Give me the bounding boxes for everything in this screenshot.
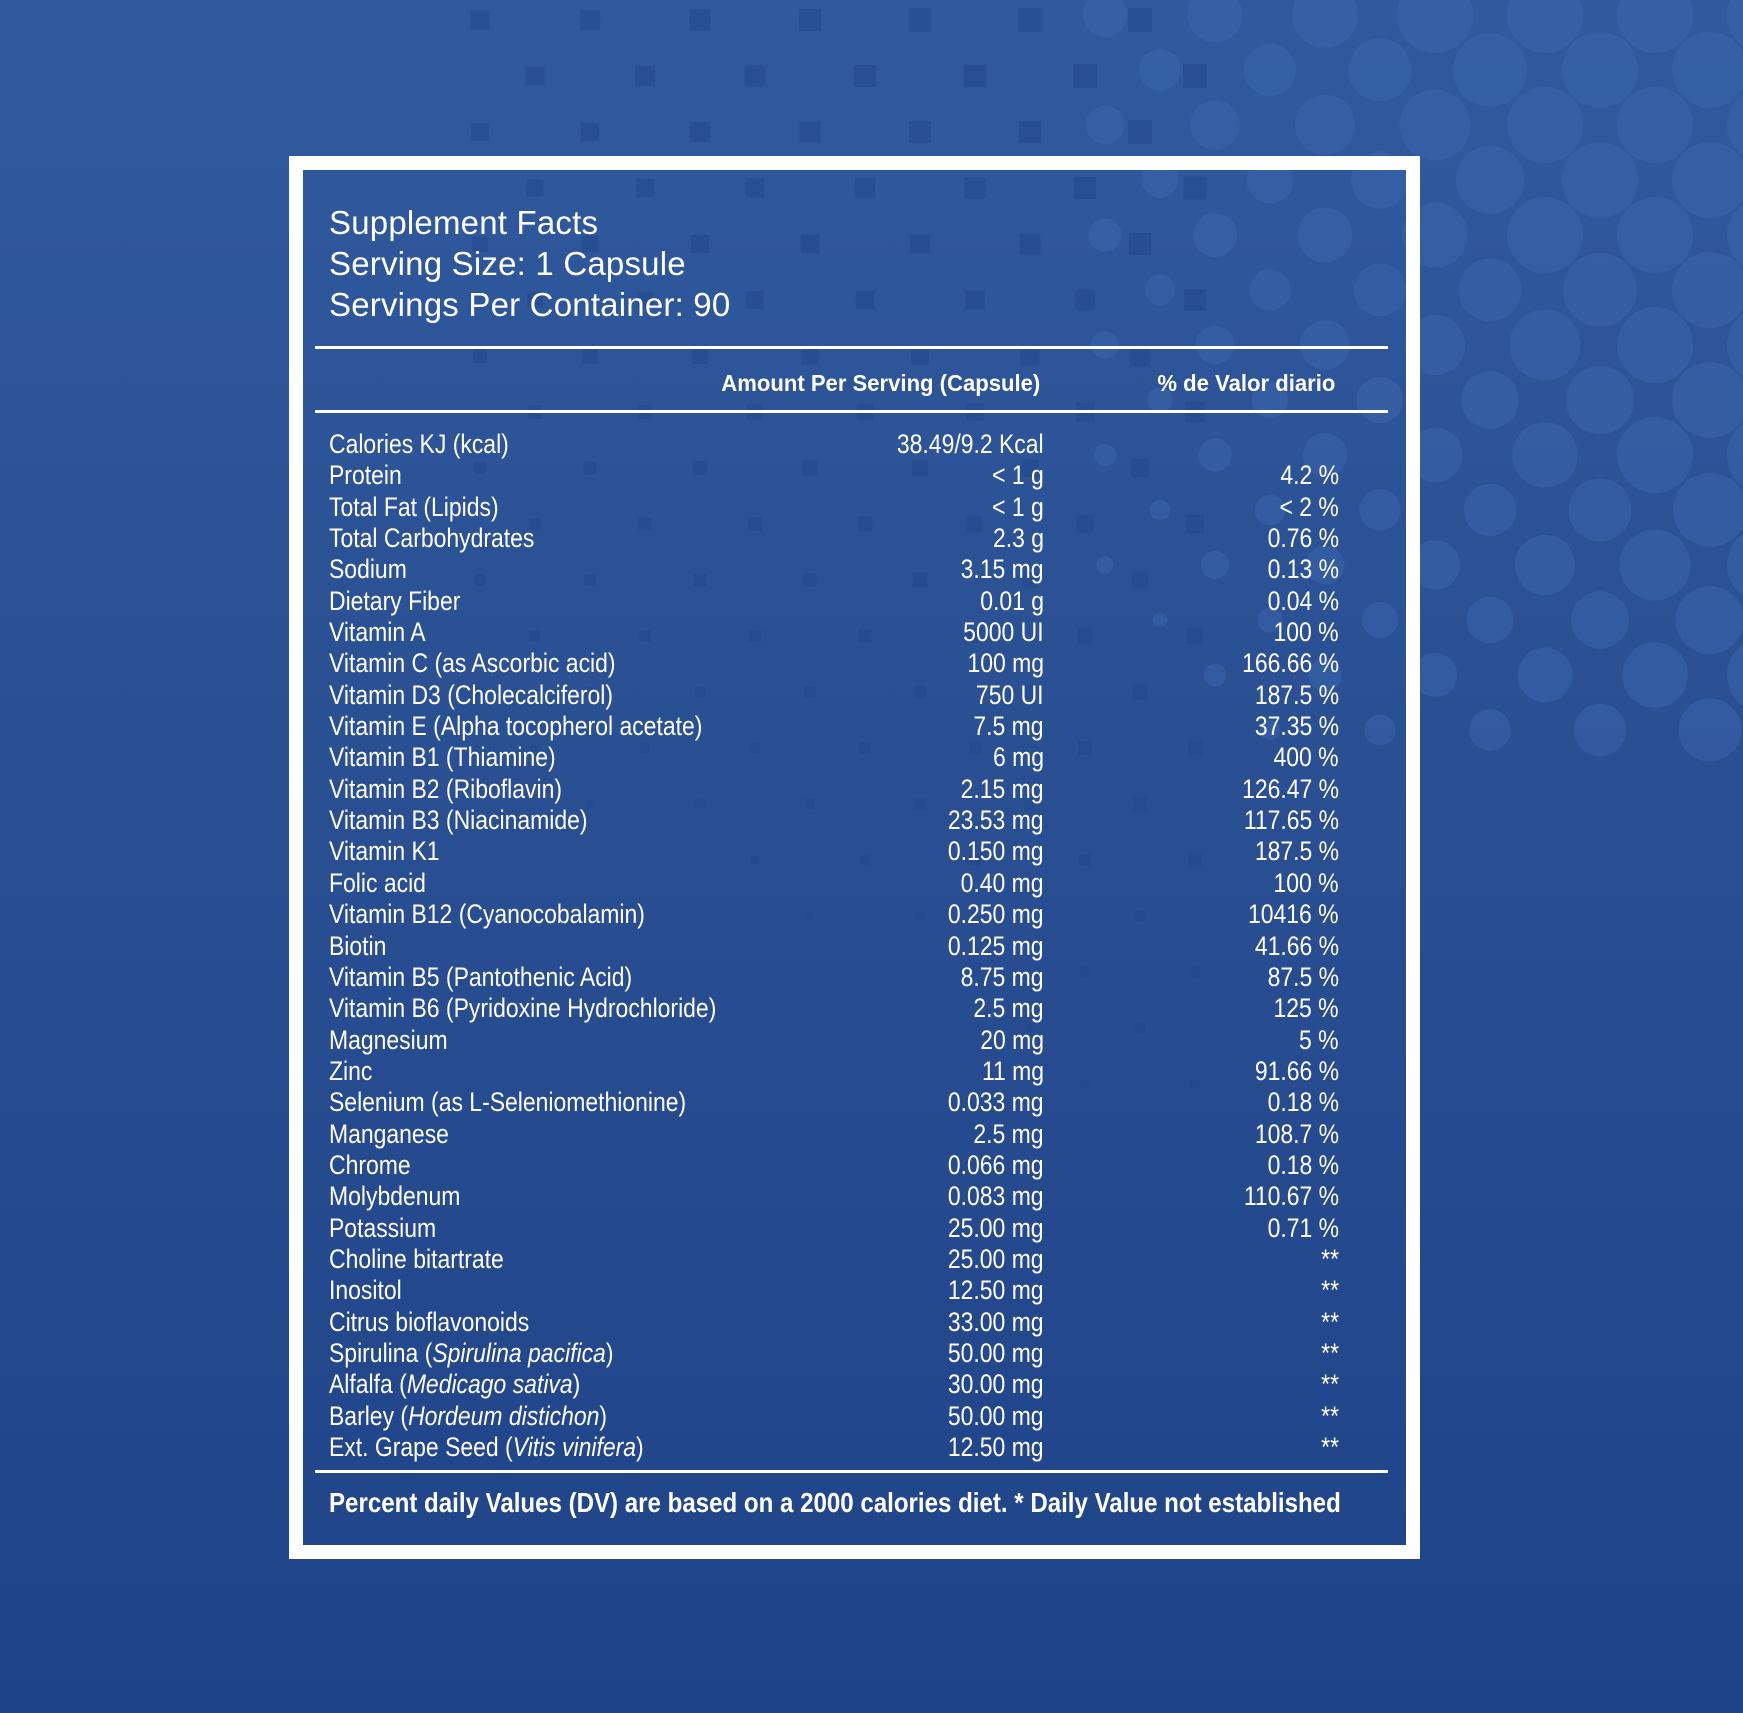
nutrient-name: Selenium (as L-Seleniomethionine) (329, 1087, 687, 1118)
nutrient-daily-value: 187.5 % (1254, 679, 1339, 710)
nutrient-amount: 0.033 mg (948, 1087, 1044, 1118)
nutrient-name: Dietary Fiber (329, 585, 461, 616)
pattern-dot (1507, 87, 1583, 163)
nutrient-name: Vitamin A (329, 617, 426, 648)
nutrient-daily-value: 117.65 % (1243, 805, 1339, 836)
pattern-dot (1139, 49, 1180, 90)
nutrient-amount: 20 mg (980, 1024, 1044, 1055)
nutrient-amount: 50.00 mg (948, 1400, 1044, 1431)
nutrient-name: Potassium (329, 1212, 437, 1243)
table-row (329, 805, 1363, 836)
table-row (329, 1369, 1363, 1400)
nutrient-amount: 0.066 mg (948, 1149, 1044, 1180)
latin-name: Vitis vinifera (512, 1432, 636, 1462)
nutrient-amount: 0.125 mg (948, 930, 1044, 961)
nutrient-amount: 50.00 mg (948, 1337, 1044, 1368)
pattern-dot (1672, 32, 1743, 108)
nutrient-name: Alfalfa (Medicago sativa) (329, 1369, 581, 1400)
pattern-dot (1400, 90, 1471, 161)
pattern-dot (1086, 106, 1125, 145)
nutrient-daily-value: ** (1321, 1337, 1339, 1368)
nutrient-amount: 750 UI (976, 679, 1044, 710)
table-row (329, 868, 1363, 899)
pattern-dot (1190, 100, 1239, 149)
table-row (329, 993, 1363, 1024)
column-header-divider (315, 410, 1388, 413)
pattern-square (964, 65, 987, 88)
nutrient-daily-value: 37.35 % (1254, 711, 1339, 742)
nutrient-amount: 30.00 mg (948, 1369, 1044, 1400)
pattern-dot (1569, 479, 1632, 542)
nutrient-name: Manganese (329, 1118, 449, 1149)
latin-name: Medicago sativa (406, 1369, 573, 1400)
nutrient-amount: 8.75 mg (961, 961, 1044, 992)
nutrient-daily-value: ** (1321, 1369, 1339, 1400)
nutrient-daily-value: ** (1321, 1243, 1339, 1274)
nutrient-amount: 0.150 mg (948, 836, 1044, 867)
table-row (329, 711, 1363, 742)
daily-value-column-header: % de Valor diario (1157, 370, 1335, 396)
nutrient-name: Biotin (329, 930, 387, 961)
nutrient-amount: 25.00 mg (948, 1212, 1044, 1243)
nutrient-amount: 12.50 mg (948, 1275, 1044, 1306)
table-row (329, 1213, 1363, 1244)
pattern-square (745, 66, 766, 87)
pattern-square (1128, 8, 1152, 32)
nutrient-amount: 33.00 mg (948, 1306, 1044, 1337)
nutrient-amount: < 1 g (992, 460, 1044, 491)
nutrient-daily-value: 0.04 % (1267, 585, 1339, 616)
pattern-square (799, 9, 821, 31)
pattern-square (1019, 121, 1042, 144)
nutrient-amount: < 1 g (992, 491, 1044, 522)
pattern-dot (1453, 33, 1527, 107)
pattern-square (1018, 8, 1042, 32)
pattern-square (800, 122, 821, 143)
nutrient-amount: 2.5 mg (973, 1118, 1044, 1149)
nutrient-daily-value: < 2 % (1279, 491, 1339, 522)
pattern-square (690, 122, 710, 142)
nutrient-name: Total Fat (Lipids) (329, 491, 499, 522)
nutrient-amount: 11 mg (981, 1055, 1044, 1086)
serving-size: Serving Size: 1 Capsule (329, 245, 686, 282)
pattern-dot (1469, 709, 1510, 750)
nutrient-name: Inositol (329, 1275, 402, 1306)
pattern-square (1183, 64, 1207, 88)
servings-per-container: Servings Per Container: 90 (329, 286, 731, 323)
nutrient-daily-value: ** (1321, 1400, 1339, 1431)
pattern-dot (1679, 699, 1742, 762)
facts-header (329, 202, 730, 325)
nutrient-amount: 5000 UI (963, 617, 1044, 648)
latin-name: Hordeum distichon (408, 1400, 600, 1431)
facts-title: Supplement Facts (329, 204, 599, 241)
nutrient-amount: 3.15 mg (961, 554, 1044, 585)
nutrient-name: Vitamin B3 (Niacinamide) (329, 805, 588, 836)
pattern-square (470, 10, 489, 29)
nutrient-name: Vitamin B2 (Riboflavin) (329, 773, 563, 804)
pattern-square (854, 65, 876, 87)
table-row (329, 836, 1363, 867)
table-row (329, 1119, 1363, 1150)
table-row (329, 1307, 1363, 1338)
nutrient-daily-value: ** (1321, 1306, 1339, 1337)
table-row (329, 1338, 1363, 1369)
table-row (329, 554, 1363, 585)
nutrient-name: Molybdenum (329, 1181, 461, 1212)
pattern-dot (1507, 197, 1583, 273)
header-divider (315, 346, 1388, 349)
pattern-dot (1292, 0, 1358, 48)
nutrient-daily-value: 0.18 % (1267, 1149, 1339, 1180)
table-row (329, 1056, 1363, 1087)
nutrient-daily-value: 5 % (1299, 1024, 1339, 1055)
nutrient-name: Folic acid (329, 867, 426, 898)
pattern-square (580, 10, 600, 30)
pattern-dot (1464, 484, 1516, 536)
pattern-dot (1083, 0, 1127, 37)
pattern-square (1128, 120, 1152, 144)
table-row (329, 1432, 1363, 1463)
nutrient-name: Magnesium (329, 1024, 448, 1055)
nutrient-daily-value: 91.66 % (1254, 1055, 1339, 1086)
nutrient-name: Vitamin B12 (Cyanocobalamin) (329, 899, 645, 930)
nutrient-daily-value: 166.66 % (1242, 648, 1339, 679)
pattern-dot (1397, 0, 1473, 53)
nutrient-amount: 0.250 mg (948, 899, 1044, 930)
nutrient-name: Protein (329, 460, 402, 491)
nutrient-name: Vitamin B5 (Pantothenic Acid) (329, 961, 633, 992)
table-row (329, 1401, 1363, 1432)
footnote: Percent daily Values (DV) are based on a 2000 calories diet. * Daily Value not established (329, 1487, 1341, 1518)
nutrient-name: Choline bitartrate (329, 1243, 504, 1274)
pattern-dot (1566, 366, 1634, 434)
nutrient-daily-value: 0.71 % (1267, 1212, 1339, 1243)
nutrient-daily-value: 400 % (1273, 742, 1339, 773)
latin-name: Spirulina pacifica (432, 1337, 606, 1368)
table-row (329, 962, 1363, 993)
nutrient-amount: 2.5 mg (973, 993, 1044, 1024)
nutrient-daily-value: 0.18 % (1267, 1087, 1339, 1118)
nutrient-daily-value: 187.5 % (1254, 836, 1339, 867)
pattern-dot (1562, 32, 1638, 108)
nutrient-amount: 38.49/9.2 Kcal (897, 429, 1044, 459)
nutrient-name: Citrus bioflavonoids (329, 1306, 530, 1337)
nutrient-amount: 2.15 mg (961, 773, 1044, 804)
table-row (329, 899, 1363, 930)
nutrient-amount: 23.53 mg (948, 805, 1044, 836)
nutrient-amount: 2.3 g (992, 523, 1044, 554)
table-row (329, 1025, 1363, 1056)
nutrient-daily-value: 100 % (1273, 617, 1339, 648)
table-row (329, 680, 1363, 711)
nutrient-name: Spirulina (Spirulina pacifica) (329, 1337, 614, 1368)
pattern-dot (1672, 142, 1743, 218)
nutrient-daily-value: 100 % (1273, 867, 1339, 898)
pattern-dot (1617, 307, 1693, 383)
nutrient-daily-value: 41.66 % (1254, 930, 1339, 961)
nutrient-daily-value: 110.67 % (1243, 1181, 1339, 1212)
pattern-dot (1563, 253, 1637, 327)
nutrient-name: Vitamin E (Alpha tocopherol acetate) (329, 711, 703, 742)
nutrient-daily-value: 108.7 % (1254, 1118, 1339, 1149)
pattern-dot (1512, 422, 1578, 488)
pattern-dot (1295, 95, 1355, 155)
nutrient-daily-value: ** (1321, 1275, 1339, 1306)
pattern-square (689, 9, 710, 30)
pattern-dot (1518, 648, 1573, 703)
nutrient-daily-value: 87.5 % (1267, 961, 1339, 992)
table-row (329, 429, 1363, 460)
nutrient-amount: 6 mg (992, 742, 1044, 773)
table-row (329, 1087, 1363, 1118)
pattern-dot (1515, 535, 1575, 595)
table-row (329, 523, 1363, 554)
supplement-facts-panel (289, 156, 1420, 1559)
pattern-dot (1571, 591, 1629, 649)
pattern-dot (1617, 417, 1693, 493)
table-row (329, 617, 1363, 648)
table-row (329, 492, 1363, 523)
nutrient-amount: 100 mg (967, 648, 1044, 679)
nutrient-daily-value: 0.13 % (1267, 554, 1339, 585)
pattern-dot (1622, 642, 1688, 708)
pattern-dot (1676, 586, 1743, 654)
nutrient-table (329, 429, 1363, 1463)
pattern-square (908, 8, 931, 31)
nutrient-daily-value: ** (1321, 1432, 1339, 1462)
nutrient-amount: 12.50 mg (948, 1432, 1044, 1462)
nutrient-amount: 7.5 mg (973, 711, 1044, 742)
pattern-dot (1188, 0, 1243, 42)
nutrient-name: Chrome (329, 1149, 411, 1180)
pattern-dot (1456, 146, 1524, 214)
pattern-dot (1673, 473, 1743, 547)
table-row (329, 460, 1363, 491)
pattern-dot (1349, 39, 1412, 102)
pattern-dot (1727, 637, 1743, 713)
pattern-square (1073, 64, 1097, 88)
table-row (329, 742, 1363, 773)
pattern-square (635, 66, 655, 86)
pattern-dot (1619, 529, 1690, 600)
nutrient-name: Vitamin D3 (Cholecalciferol) (329, 679, 614, 710)
pattern-square (909, 121, 931, 143)
pattern-dot (1672, 252, 1743, 328)
table-row (329, 648, 1363, 679)
nutrient-daily-value: 10416 % (1248, 899, 1339, 930)
nutrient-amount: 0.40 mg (961, 867, 1044, 898)
nutrient-daily-value: 4.2 % (1280, 460, 1339, 491)
table-row (329, 774, 1363, 805)
pattern-square (581, 123, 599, 141)
pattern-dot (1617, 87, 1693, 163)
nutrient-amount: 0.083 mg (948, 1181, 1044, 1212)
nutrient-daily-value: 126.47 % (1242, 773, 1339, 804)
pattern-dot (1562, 142, 1638, 218)
footer-divider (315, 1470, 1388, 1473)
table-row (329, 1275, 1363, 1306)
nutrient-name: Calories KJ (kcal) (329, 429, 509, 459)
pattern-dot (1244, 44, 1296, 96)
pattern-dot (1510, 310, 1581, 381)
nutrient-name: Vitamin B6 (Pyridoxine Hydrochloride) (329, 993, 717, 1024)
table-row (329, 586, 1363, 617)
pattern-dot (1467, 597, 1514, 644)
table-row (329, 931, 1363, 962)
nutrient-name: Barley (Hordeum distichon) (329, 1400, 608, 1431)
nutrient-daily-value: 125 % (1273, 993, 1339, 1024)
nutrient-name: Vitamin B1 (Thiamine) (329, 742, 556, 773)
nutrient-daily-value: 0.76 % (1267, 523, 1339, 554)
nutrient-name: Sodium (329, 554, 407, 585)
nutrient-amount: 25.00 mg (948, 1243, 1044, 1274)
amount-column-header: Amount Per Serving (Capsule) (721, 370, 1040, 396)
nutrient-name: Ext. Grape Seed (Vitis vinifera) (329, 1432, 644, 1462)
pattern-square (471, 123, 488, 140)
table-row (329, 1181, 1363, 1212)
table-row (329, 1150, 1363, 1181)
pattern-dot (1459, 259, 1522, 322)
nutrient-name: Vitamin C (as Ascorbic acid) (329, 648, 616, 679)
pattern-square (526, 67, 545, 86)
nutrient-amount: 0.01 g (980, 585, 1044, 616)
nutrient-name: Zinc (329, 1055, 373, 1086)
nutrient-name: Total Carbohydrates (329, 523, 535, 554)
pattern-dot (1461, 371, 1519, 429)
pattern-dot (1617, 197, 1693, 273)
pattern-dot (1672, 362, 1743, 438)
nutrient-name: Vitamin K1 (329, 836, 440, 867)
pattern-dot (1574, 704, 1626, 756)
table-row (329, 1244, 1363, 1275)
